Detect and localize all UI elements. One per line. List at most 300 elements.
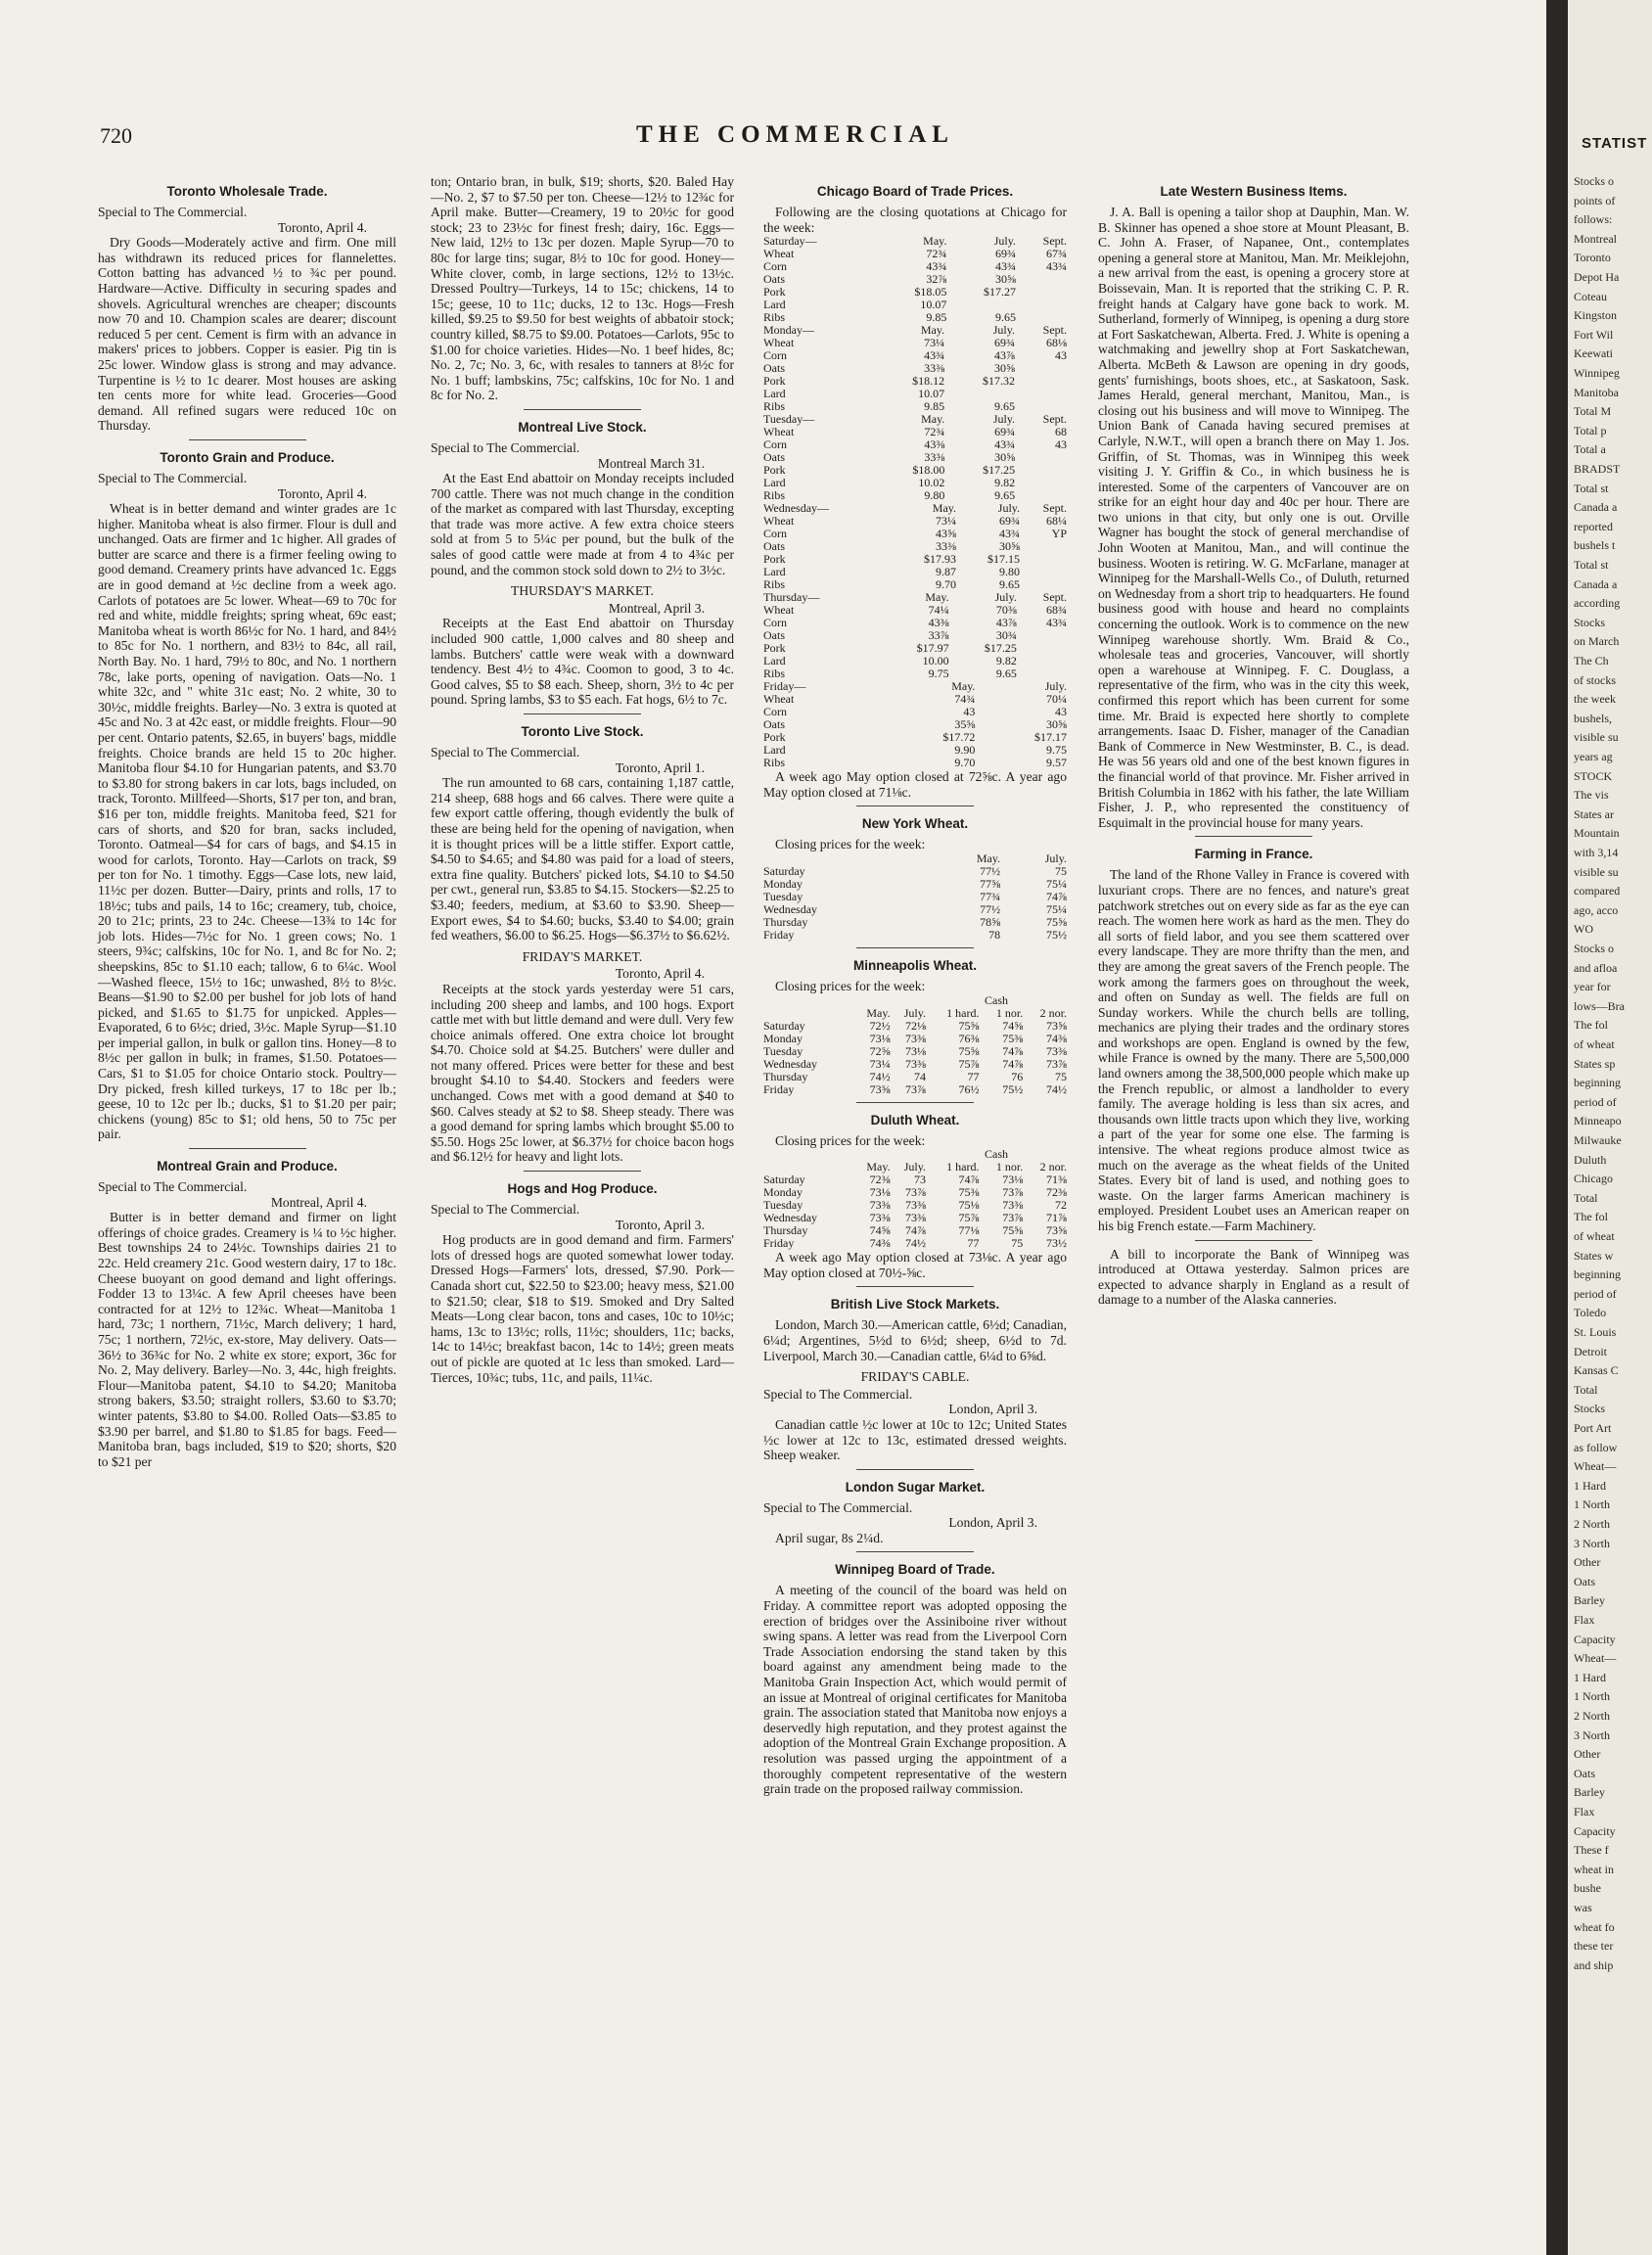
price-cell: 74⅞	[1046, 889, 1067, 903]
price-cell: 9.82	[995, 654, 1017, 668]
price-cell: 10.07	[920, 298, 947, 312]
price-cell: 43¾	[999, 527, 1021, 541]
next-page-line: Montreal	[1574, 231, 1617, 246]
next-page-line: was	[1574, 1901, 1592, 1914]
day-label: Tuesday—	[763, 412, 815, 427]
column-header: May.	[932, 501, 957, 516]
next-page-line: Mountain	[1574, 826, 1620, 841]
table-row	[763, 515, 1067, 528]
next-page-line: wheat fo	[1574, 1919, 1615, 1934]
table-row	[763, 744, 1067, 757]
price-cell: 72⅝	[869, 1043, 891, 1058]
commodity-label: Lard	[763, 476, 786, 490]
price-cell: 75⅛	[958, 1198, 980, 1213]
byline: Special to The Commercial.	[98, 1179, 248, 1195]
next-page-line: 1 North	[1574, 1689, 1610, 1704]
price-cell: 33⅜	[924, 361, 945, 376]
price-cell: 73¼	[869, 1056, 891, 1071]
next-page-line: Barley	[1574, 1785, 1605, 1800]
price-cell: 77⅛	[958, 1223, 980, 1238]
article-body: The land of the Rhone Valley in France is covered with luxuriant crops. There are no fences, and nature's great patchwork stretches out on every side as far as the eye can reach. The women here work as hard as the men. They do all sorts of field labor, and you see them scattered over every landscape. They are more thrifty than the men, and they are among the great savers of the French people. The work among the farmers goes on throughout the week, and often on Sunday as well. The fields are full on Sunday workers. While the church bells are tolling, mechanics are plying their trades and the ordinary stores and workshops are open. England is owned by the few, while France is owned by the many. There are 5,500,000 land owners among the 38,500,000 people which make up the French republic, or almost a landholder to every family. The average holding is less than six acres, and thousands own little tracts upon which they live, working a part of the year for some one else. The farming is intensive. The wheat regions produce almost twice as much on the average as the wheat fields of the United States. Every bit of land is used, and nothing goes to waste. On the larger farms American machinery is employed. President Loubet uses an American reaper on his big French estate.—Farm Machinery.	[1098, 867, 1409, 1233]
new-york-wheat-table	[763, 852, 1067, 942]
price-cell: 9.90	[954, 743, 976, 758]
price-cell: 73¼	[924, 336, 945, 350]
price-cell	[1020, 540, 1067, 553]
next-page-line: STOCK	[1574, 768, 1613, 783]
price-cell: 71⅜	[1046, 1173, 1067, 1187]
price-cell: 33⅜	[936, 539, 957, 554]
next-page-line: Wheat—	[1574, 1651, 1617, 1666]
price-table	[763, 852, 1067, 942]
price-cell: 76½	[958, 1081, 980, 1096]
byline: Special to The Commercial.	[431, 1202, 580, 1218]
table-row	[763, 1237, 1067, 1250]
price-cell: 33⅞	[928, 628, 949, 643]
price-cell: 75½	[1002, 1081, 1024, 1096]
price-cell: 35⅝	[954, 717, 976, 732]
table-row	[763, 260, 1067, 273]
column-header: July.	[1044, 851, 1067, 865]
table-row	[763, 286, 1067, 299]
section-heading: Montreal Grain and Produce.	[157, 1159, 338, 1174]
next-page-line: follows:	[1574, 212, 1613, 227]
divider	[856, 1469, 974, 1470]
price-cell: 9.85	[926, 310, 947, 325]
price-cell: 30⅝	[994, 450, 1016, 465]
table-row	[763, 477, 1067, 489]
commodity-label: Wheat	[763, 247, 795, 261]
table-row	[763, 248, 1067, 260]
price-cell: 75⅜	[958, 1185, 980, 1200]
next-page-line: Stocks	[1574, 1402, 1606, 1416]
commodity-label: Pork	[763, 285, 786, 299]
article-body: ton; Ontario bran, in bulk, $19; shorts, $20. Baled Hay—No. 2, $7 to $7.50 per ton. Cheese—12½ to 12¾c for April make. Butter—Creamery, 19 to 20½c for good stock; 23 to 23½c for finest fresh; dairy, 16c. Eggs—New laid, 12½ to 13c per dozen. Maple Syrup—70 to 80c for large tins; sugar, 8½ to 10c for good. Honey—White clover, comb, in large sections, 12½ to 13½c. Dressed Poultry—Turkeys, 14 to 15c; chickens, 14 to 15c; geese, 10 to 11c; ducks, 12 to 13c. Hogs—Fresh killed, $9.25 to $9.50 for best weights of abbatoir stock; country killed, $8.75 to $9.00. Potatoes—Carlots, 95c to $1.00 for choice varieties. Hides—No. 1 beef hides, 8c; No. 2, 7c; No. 3, 6c, with resales to tanners at 8½c for No. 1 buff; lambskins, 75c; calfskins, 10c for No. 1 and 8c for No. 2.	[431, 174, 734, 403]
price-cell	[1015, 477, 1067, 489]
price-cell: 75	[1055, 863, 1067, 878]
day-label: Thursday	[763, 914, 808, 929]
price-table	[763, 994, 1067, 1096]
column-header: July.	[1044, 679, 1067, 694]
commodity-label: Lard	[763, 298, 786, 312]
table-row	[763, 438, 1067, 451]
price-cell: 75⅝	[1002, 1223, 1024, 1238]
table-row	[763, 667, 1067, 680]
section-heading: Toronto Live Stock.	[521, 724, 644, 739]
commodity-label: Oats	[763, 450, 785, 465]
next-page-line: Canada a	[1574, 500, 1618, 515]
dateline: Toronto, April 1.	[615, 759, 705, 775]
price-cell	[1020, 566, 1067, 578]
next-page-line: Fort Wil	[1574, 327, 1614, 342]
price-cell: 72¾	[926, 247, 947, 261]
price-cell: $17.93	[924, 552, 957, 567]
table-intro: Following are the closing quotations at Chicago for the week:	[763, 205, 1067, 235]
day-label: Friday—	[763, 679, 806, 694]
next-page-line: beginning	[1574, 1267, 1621, 1282]
divider	[524, 1171, 641, 1172]
commodity-label: Corn	[763, 616, 787, 630]
day-label: Tuesday	[763, 1198, 803, 1213]
price-cell: 73⅜	[904, 1211, 926, 1225]
price-cell: 9.75	[1046, 743, 1067, 758]
next-page-line: Minneapo	[1574, 1114, 1622, 1128]
commodity-label: Wheat	[763, 603, 795, 618]
next-page-line: Total	[1574, 1382, 1598, 1397]
price-cell: 74⅝	[869, 1223, 891, 1238]
divider	[524, 409, 641, 410]
price-cell: 78	[988, 927, 1001, 942]
table-row	[763, 757, 1067, 769]
price-cell: 75½	[1046, 927, 1067, 942]
article-body: A bill to incorporate the Bank of Winnipeg was introduced at Ottawa yesterday. Salmon prices are expected to advance sharply in England as a result of damage to a number of the Alaska canneries.	[1098, 1246, 1409, 1308]
table-row	[763, 1045, 1067, 1058]
price-cell: 73⅜	[1046, 1043, 1067, 1058]
next-page-line: reported	[1574, 519, 1613, 533]
column-header: May.	[920, 323, 945, 338]
next-page-edge	[1568, 0, 1652, 2255]
price-cell	[1015, 464, 1067, 477]
next-page-line: Other	[1574, 1555, 1601, 1570]
table-row	[763, 693, 1067, 706]
next-page-line: States ar	[1574, 806, 1614, 821]
price-cell: 69¾	[999, 514, 1021, 529]
section-heading: Chicago Board of Trade Prices.	[816, 184, 1014, 199]
section-heading: New York Wheat.	[861, 816, 969, 832]
price-cell: $17.17	[1034, 730, 1067, 745]
commodity-label: Ribs	[763, 667, 786, 681]
price-cell: 75¼	[1046, 876, 1067, 891]
byline: Special to The Commercial.	[763, 1499, 913, 1515]
byline: Special to The Commercial.	[763, 1386, 913, 1402]
table-row	[763, 464, 1067, 477]
next-page-line: Keewati	[1574, 346, 1613, 361]
price-cell: 9.85	[924, 399, 945, 414]
next-page-line: years ag	[1574, 750, 1613, 763]
commodity-label: Corn	[763, 705, 787, 719]
next-page-line: bushels t	[1574, 538, 1616, 553]
price-cell: 43¾	[924, 348, 945, 363]
day-label: Saturday	[763, 1018, 805, 1033]
price-table	[763, 413, 1067, 502]
price-cell: $17.15	[987, 552, 1021, 567]
table-row	[763, 235, 1067, 248]
next-page-line: of wheat	[1574, 1229, 1615, 1243]
column-header: 1 hard.	[946, 1160, 980, 1174]
article-body: At the East End abattoir on Monday receipts included 700 cattle. There was not much change in the condition of the market as compared with last Thursday, excepting that trade was more active. A few extra choice steers sold at from 5 to 5¼c per pound, but the bulk of the sales of good cattle were made at from 4 to 4¾c per pound, and the common stock sold down to 2½ to 3½c.	[431, 471, 734, 577]
price-cell: 9.80	[999, 565, 1021, 579]
byline: Special to The Commercial.	[98, 205, 248, 219]
column-header: Sept.	[1042, 412, 1067, 427]
price-cell: 9.80	[924, 488, 945, 503]
day-label: Saturday—	[763, 234, 817, 249]
masthead: THE COMMERCIAL	[636, 121, 954, 148]
price-cell: 76	[1011, 1069, 1024, 1083]
price-cell: 73⅞	[1002, 1211, 1024, 1225]
price-cell: 69¾	[993, 336, 1015, 350]
price-cell: $17.97	[916, 641, 949, 656]
page-number: 720	[100, 123, 132, 148]
table-row	[763, 916, 1067, 929]
price-cell	[1016, 286, 1067, 299]
day-label: Thursday	[763, 1069, 808, 1083]
price-cell: 69¾	[994, 247, 1016, 261]
price-cell: 74	[913, 1069, 926, 1083]
table-row	[763, 865, 1067, 878]
column-header: May.	[925, 590, 949, 605]
price-cell: 32⅞	[926, 272, 947, 287]
table-row	[763, 852, 1067, 865]
day-label: Monday	[763, 1031, 803, 1045]
table-row	[763, 1020, 1067, 1033]
next-page-line: 1 North	[1574, 1497, 1610, 1512]
price-cell: 73¼	[936, 514, 957, 529]
column-header: May.	[951, 679, 976, 694]
table-row	[763, 1058, 1067, 1071]
price-cell: 72⅜	[1046, 1185, 1067, 1200]
commodity-label: Corn	[763, 259, 787, 274]
price-cell: 74⅜	[869, 1236, 891, 1251]
price-cell: 73	[913, 1173, 926, 1187]
price-cell: 68¾	[1046, 603, 1067, 618]
next-page-line: Duluth	[1574, 1152, 1607, 1167]
next-page-line: bushels,	[1574, 711, 1612, 725]
table-row	[763, 1033, 1067, 1045]
table-intro: Closing prices for the week:	[775, 837, 926, 852]
commodity-label: Ribs	[763, 756, 786, 770]
next-page-line: on March	[1574, 634, 1620, 649]
price-cell: 30⅝	[1046, 717, 1067, 732]
cash-header: Cash	[984, 1147, 1008, 1162]
price-cell: 73⅜	[869, 1198, 891, 1213]
price-cell: 77	[967, 1236, 980, 1251]
price-cell: 68	[1055, 425, 1067, 439]
commodity-label: Wheat	[763, 425, 795, 439]
price-cell: 43	[1055, 437, 1067, 452]
price-cell: 78⅝	[980, 914, 1001, 929]
commodity-label: Pork	[763, 641, 786, 656]
commodity-label: Ribs	[763, 577, 786, 592]
byline: Special to The Commercial.	[431, 439, 580, 455]
next-page-line: Milwauke	[1574, 1133, 1622, 1147]
next-page-line: Flax	[1574, 1613, 1595, 1627]
price-cell: 43¾	[1046, 616, 1067, 630]
next-page-line: Total M	[1574, 404, 1612, 419]
price-table	[763, 235, 1067, 324]
dateline: Toronto, April 4.	[615, 966, 705, 982]
section-heading: Hogs and Hog Produce.	[507, 1181, 658, 1197]
price-cell: 10.00	[922, 654, 949, 668]
price-cell: 43	[1055, 348, 1067, 363]
next-page-line: Port Art	[1574, 1421, 1612, 1435]
next-page-line: year for	[1574, 980, 1611, 994]
price-cell: 74⅞	[958, 1173, 980, 1187]
next-page-line: Coteau	[1574, 289, 1607, 303]
price-cell: $18.12	[912, 374, 945, 389]
price-cell: 43¾	[994, 259, 1016, 274]
next-page-line: Oats	[1574, 1766, 1595, 1780]
price-cell: $17.27	[983, 285, 1016, 299]
next-page-line: The Ch	[1574, 654, 1609, 667]
price-cell: 73½	[1046, 1236, 1067, 1251]
subheading: FRIDAY'S CABLE.	[860, 1369, 970, 1385]
next-page-line: Capacity	[1574, 1632, 1616, 1646]
price-cell: 77¾	[980, 889, 1001, 903]
column-header: July.	[994, 590, 1017, 605]
next-page-line: States sp	[1574, 1056, 1616, 1071]
price-cell: 43	[1055, 705, 1067, 719]
next-page-line: Total p	[1574, 423, 1607, 437]
divider	[856, 805, 974, 806]
price-cell: 68¼	[1046, 514, 1067, 529]
price-cell: 9.65	[994, 310, 1016, 325]
price-cell: 43⅜	[928, 616, 949, 630]
section-heading: Farming in France.	[1194, 847, 1313, 862]
next-page-line: 2 North	[1574, 1709, 1610, 1723]
dateline: Toronto, April 3.	[615, 1217, 705, 1232]
divider	[856, 947, 974, 948]
price-cell: 74⅞	[904, 1223, 926, 1238]
section-heading: British Live Stock Markets.	[830, 1297, 1000, 1312]
price-cell	[1015, 375, 1067, 388]
price-cell	[1017, 642, 1067, 655]
price-table	[763, 680, 1067, 769]
next-page-line: Barley	[1574, 1593, 1605, 1608]
price-cell: 43⅞	[993, 348, 1015, 363]
next-page-line: these ter	[1574, 1939, 1614, 1954]
price-table	[763, 324, 1067, 413]
price-cell	[1015, 451, 1067, 464]
price-cell: 73⅞	[904, 1081, 926, 1096]
price-cell: 43¾	[1046, 259, 1067, 274]
table-row	[763, 1083, 1067, 1096]
column-header: 2 nor.	[1039, 1005, 1067, 1020]
price-cell: 43⅞	[995, 616, 1017, 630]
price-cell: $18.00	[912, 463, 945, 478]
section-heading: London Sugar Market.	[845, 1479, 986, 1495]
price-cell: 30⅝	[993, 361, 1015, 376]
table-cell	[763, 1148, 851, 1161]
commodity-label: Ribs	[763, 310, 786, 325]
commodity-label: Corn	[763, 527, 787, 541]
next-page-heading: STATIST	[1582, 135, 1648, 152]
price-cell: $17.72	[942, 730, 976, 745]
column-header: 1 nor.	[995, 1005, 1024, 1020]
price-cell: 71⅞	[1046, 1211, 1067, 1225]
divider	[856, 1286, 974, 1287]
section-heading: Toronto Grain and Produce.	[160, 449, 335, 465]
section-heading: Late Western Business Items.	[1160, 184, 1348, 199]
price-cell: 72	[1055, 1198, 1067, 1213]
next-page-line: Kansas C	[1574, 1363, 1619, 1378]
column-header: May.	[923, 234, 947, 249]
price-cell: 9.75	[928, 667, 949, 681]
section-heading: Duluth Wheat.	[870, 1112, 960, 1128]
commodity-label: Ribs	[763, 399, 786, 414]
price-cell: 74⅞	[1002, 1043, 1024, 1058]
table-row	[763, 299, 1067, 311]
next-page-line: Toledo	[1574, 1306, 1607, 1320]
day-label: Friday	[763, 1236, 795, 1251]
article-body: A week ago May option closed at 73⅛c. A year ago May option closed at 70½-⅝c.	[763, 1250, 1067, 1280]
column-header: May.	[921, 412, 945, 427]
price-cell: 75¼	[1046, 901, 1067, 916]
price-cell: 76⅜	[958, 1031, 980, 1045]
next-page-line: Chicago	[1574, 1172, 1613, 1186]
next-page-line: Total st	[1574, 558, 1609, 572]
commodity-label: Oats	[763, 628, 785, 643]
price-cell: 74⅝	[1002, 1018, 1024, 1033]
column-header: May.	[866, 1160, 891, 1174]
next-page-line: States w	[1574, 1248, 1614, 1263]
column-header: Sept.	[1042, 323, 1067, 338]
next-page-line: Other	[1574, 1747, 1601, 1762]
next-page-line: The fol	[1574, 1210, 1608, 1224]
day-label: Wednesday	[763, 901, 818, 916]
article-body: A meeting of the council of the board was held on Friday. A committee report was adopted opposing the erection of bridges over the Assiniboine river without swing spans. A letter was read from the Liverpool Corn Trade Association endorsing the stand taken by this board against any amendment being made to the Manitoba Grain Inspection Act, which would permit of an issue at Montreal of original certificates for Manitoba grain. The association stated that Manitoba now enjoys a deservedly high reputation, and they protest against the adoption of the Montreal Grain Exchange proposition. A resolution was passed urging the appointment of a thoroughly competent representative of the western grain trade on the proposed railway commission.	[763, 1583, 1067, 1797]
table-intro: Closing prices for the week:	[775, 978, 926, 993]
commodity-label: Ribs	[763, 488, 786, 503]
price-cell	[1017, 629, 1067, 642]
commodity-label: Oats	[763, 272, 785, 287]
next-page-line: 3 North	[1574, 1727, 1610, 1742]
commodity-label: Lard	[763, 565, 786, 579]
table-row	[763, 706, 1067, 718]
article-body: Receipts at the East End abattoir on Thursday included 900 cattle, 1,000 calves and 80 sheep and lambs. Butchers' cattle were weak with a downward tendency. Best 4½ to 4¾c. Coomon to good, 3 to 4c. Good calves, $5 to $8 each. Sheep, shorn, 3½ to 4c per pound. Spring lambs, $3 to $5 each. Fat hogs, 6½ to 7c.	[431, 616, 734, 708]
column-header: 2 nor.	[1039, 1160, 1067, 1174]
dateline: Toronto, April 4.	[277, 485, 367, 501]
price-cell: 9.65	[995, 667, 1017, 681]
table-row	[763, 502, 1067, 515]
section-heading: Toronto Wholesale Trade.	[166, 184, 328, 199]
price-cell: 75⅜	[1002, 1031, 1024, 1045]
table-row	[763, 903, 1067, 916]
price-cell: 70¼	[1046, 692, 1067, 707]
price-cell: 73⅛	[904, 1043, 926, 1058]
day-label: Saturday	[763, 1173, 805, 1187]
section-heading: Minneapolis Wheat.	[852, 957, 977, 973]
day-label: Wednesday	[763, 1056, 818, 1071]
table-row	[763, 426, 1067, 438]
table-row	[763, 604, 1067, 617]
price-cell: $17.25	[983, 463, 1016, 478]
price-cell: 73⅛	[1002, 1173, 1024, 1187]
commodity-label: Corn	[763, 437, 787, 452]
next-page-line: Manitoba	[1574, 385, 1619, 399]
column-header: May.	[866, 1005, 891, 1020]
price-cell: 73⅝	[1046, 1018, 1067, 1033]
price-cell: $17.32	[982, 374, 1015, 389]
next-page-line: and afloa	[1574, 960, 1618, 975]
price-cell: 74⅞	[1002, 1056, 1024, 1071]
price-cell	[1016, 299, 1067, 311]
price-cell: 73⅜	[1002, 1198, 1024, 1213]
next-page-line: with 3,14	[1574, 846, 1619, 859]
price-cell: 73⅛	[869, 1185, 891, 1200]
table-row	[763, 680, 1067, 693]
next-page-line: Stocks o	[1574, 942, 1615, 955]
price-cell: 74⅜	[1046, 1031, 1067, 1045]
commodity-label: Wheat	[763, 336, 795, 350]
article-body: London, March 30.—American cattle, 6½d; Canadian, 6¼d; Argentines, 5½d to 6½d; sheep, 6½d to 7d. Liverpool, March 30.—Canadian cattle, 6¼d to 6⅝d.	[763, 1317, 1067, 1363]
price-cell	[1015, 388, 1067, 400]
next-page-line: of wheat	[1574, 1037, 1615, 1051]
column-header: May.	[976, 851, 1001, 865]
dateline: Toronto, April 4.	[277, 219, 367, 235]
price-cell: 33⅜	[924, 450, 945, 465]
price-cell: 9.70	[954, 756, 976, 770]
commodity-label: Corn	[763, 348, 787, 363]
dateline: London, April 3.	[948, 1515, 1037, 1531]
